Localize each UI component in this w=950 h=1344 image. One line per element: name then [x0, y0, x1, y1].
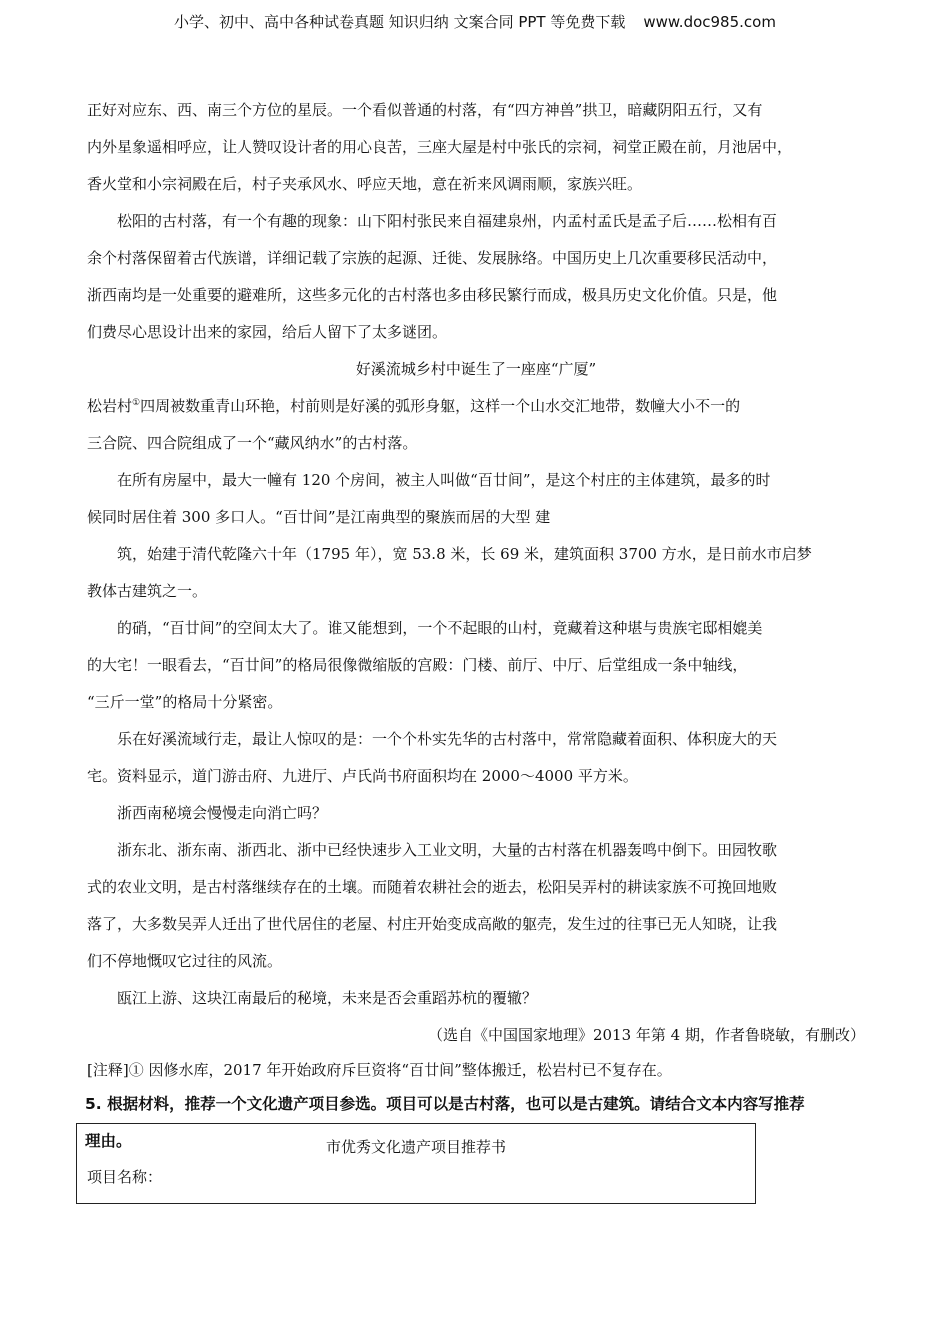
paragraph-line: 的大宅！一眼看去，“百廿间”的格局很像微缩版的宫殿：门楼、前厅、中厅、后堂组成一条中轴线，	[87, 656, 748, 674]
paragraph-line: 教体古建筑之一。	[87, 582, 208, 600]
recommendation-form	[76, 1123, 756, 1204]
paragraph-line: 内外星象遥相呼应，让人赞叹设计者的用心良苦，三座大屋是村中张氏的宗祠，祠堂正殿在前，月池居中，	[87, 138, 793, 156]
source-citation: （选自《中国国家地理》2013 年第 4 期，作者鲁晓敏，有删改）	[427, 1026, 865, 1044]
section-subtitle: 好溪流城乡村中诞生了一座座“广厦”	[355, 360, 597, 378]
paragraph-line: 正好对应东、西、南三个方位的星辰。一个看似普通的村落，有“四方神兽”拱卫，暗藏阴阳五行，又有	[87, 101, 763, 119]
header-site: www.doc985.com	[643, 13, 776, 31]
paragraph-line: 香火堂和小宗祠殿在后，村子夹承风水、呼应天地，意在祈来风调雨顺，家族兴旺。	[87, 175, 643, 193]
paragraph-line: 的硝，“百廿间”的空间太大了。谁又能想到，一个不起眼的山村，竟藏着这种堪与贵族宅邸相媲美	[117, 619, 763, 637]
paragraph-line: 浙西南均是一处重要的避难所，这些多元化的古村落也多由移民繁行而成，极具历史文化价值。只是，他	[87, 286, 778, 304]
question-line: 理由。	[85, 1132, 132, 1150]
paragraph-line: 候同时居住着 300 多口人。“百廿间”是江南典型的聚族而居的大型 建	[87, 508, 551, 526]
paragraph-line: 瓯江上游、这块江南最后的秘境，未来是否会重蹈苏杭的覆辙？	[117, 989, 538, 1007]
paragraph-text: 四周被数重青山环艳，村前则是好溪的弧形身躯，这样一个山水交汇地带，数幢大小不一的	[140, 397, 741, 415]
paragraph-line	[87, 388, 865, 425]
project-name-field[interactable]: 项目名称：	[87, 1168, 163, 1186]
paragraph-line: 乐在好溪流域行走，最让人惊叹的是：一个个朴实先华的古村落中，常常隐藏着面积、体积庞大的天	[117, 730, 778, 748]
paragraph-line: 浙西南秘境会慢慢走向消亡吗？	[117, 804, 328, 822]
paragraph-line: 余个村落保留着古代族谱，详细记载了宗族的起源、迁徙、发展脉络。中国历史上几次重要移民活动中，	[87, 249, 778, 267]
paragraph-line: 筑，始建于清代乾隆六十年（1795 年），宽 53.8 米，长 69 米，建筑面积 3700 方水，是日前水市启梦	[117, 545, 812, 563]
paragraph-line: 们费尽心思设计出来的家园，给后人留下了太多谜团。	[87, 323, 448, 341]
footnote: [注释]① 因修水库，2017 年开始政府斥巨资将“百廿间”整体搬迁，松岩村已不复存在。	[87, 1061, 672, 1079]
page-header	[0, 11, 950, 32]
paragraph-line: “三斤一堂”的格局十分紧密。	[87, 693, 283, 711]
paragraph-line: 落了，大多数吴弄人迁出了世代居住的老屋、村庄开始变成高敞的躯壳，发生过的往事已无人知晓，让我	[87, 915, 778, 933]
paragraph-line: 们不停地慨叹它过往的风流。	[87, 952, 283, 970]
paragraph-line: 宅。资料显示，道门游击府、九进厅、卢氏尚书府面积均在 2000～4000 平方米。	[87, 767, 638, 785]
village-name: 松岩村	[87, 397, 133, 415]
paragraph-line: 浙东北、浙东南、浙西北、浙中已经快速步入工业文明，大量的古村落在机器轰鸣中倒下。田园牧歌	[117, 841, 778, 859]
header-text: 小学、初中、高中各种试卷真题 知识归纳 文案合同 PPT 等免费下载	[174, 13, 626, 31]
form-title: 市优秀文化遗产项目推荐书	[325, 1138, 506, 1156]
question-line: 5. 根据材料，推荐一个文化遗产项目参选。项目可以是古村落，也可以是古建筑。请结合文本内容写推荐	[85, 1095, 805, 1113]
paragraph-line: 松阳的古村落，有一个有趣的现象：山下阳村张民来自福建泉州，内孟村孟氏是孟子后……松相有百	[117, 212, 778, 230]
paragraph-line: 三合院、四合院组成了一个“藏风纳水”的古村落。	[87, 434, 418, 452]
paragraph-line: 在所有房屋中，最大一幢有 120 个房间，被主人叫做“百廿间”，是这个村庄的主体建筑，最多的时	[117, 471, 771, 489]
footnote-marker: ①	[132, 398, 141, 408]
paragraph-line: 式的农业文明，是古村落继续存在的土壤。而随着农耕社会的逝去，松阳吴弄村的耕读家族不可挽回地败	[87, 878, 778, 896]
article-body	[87, 92, 865, 1160]
